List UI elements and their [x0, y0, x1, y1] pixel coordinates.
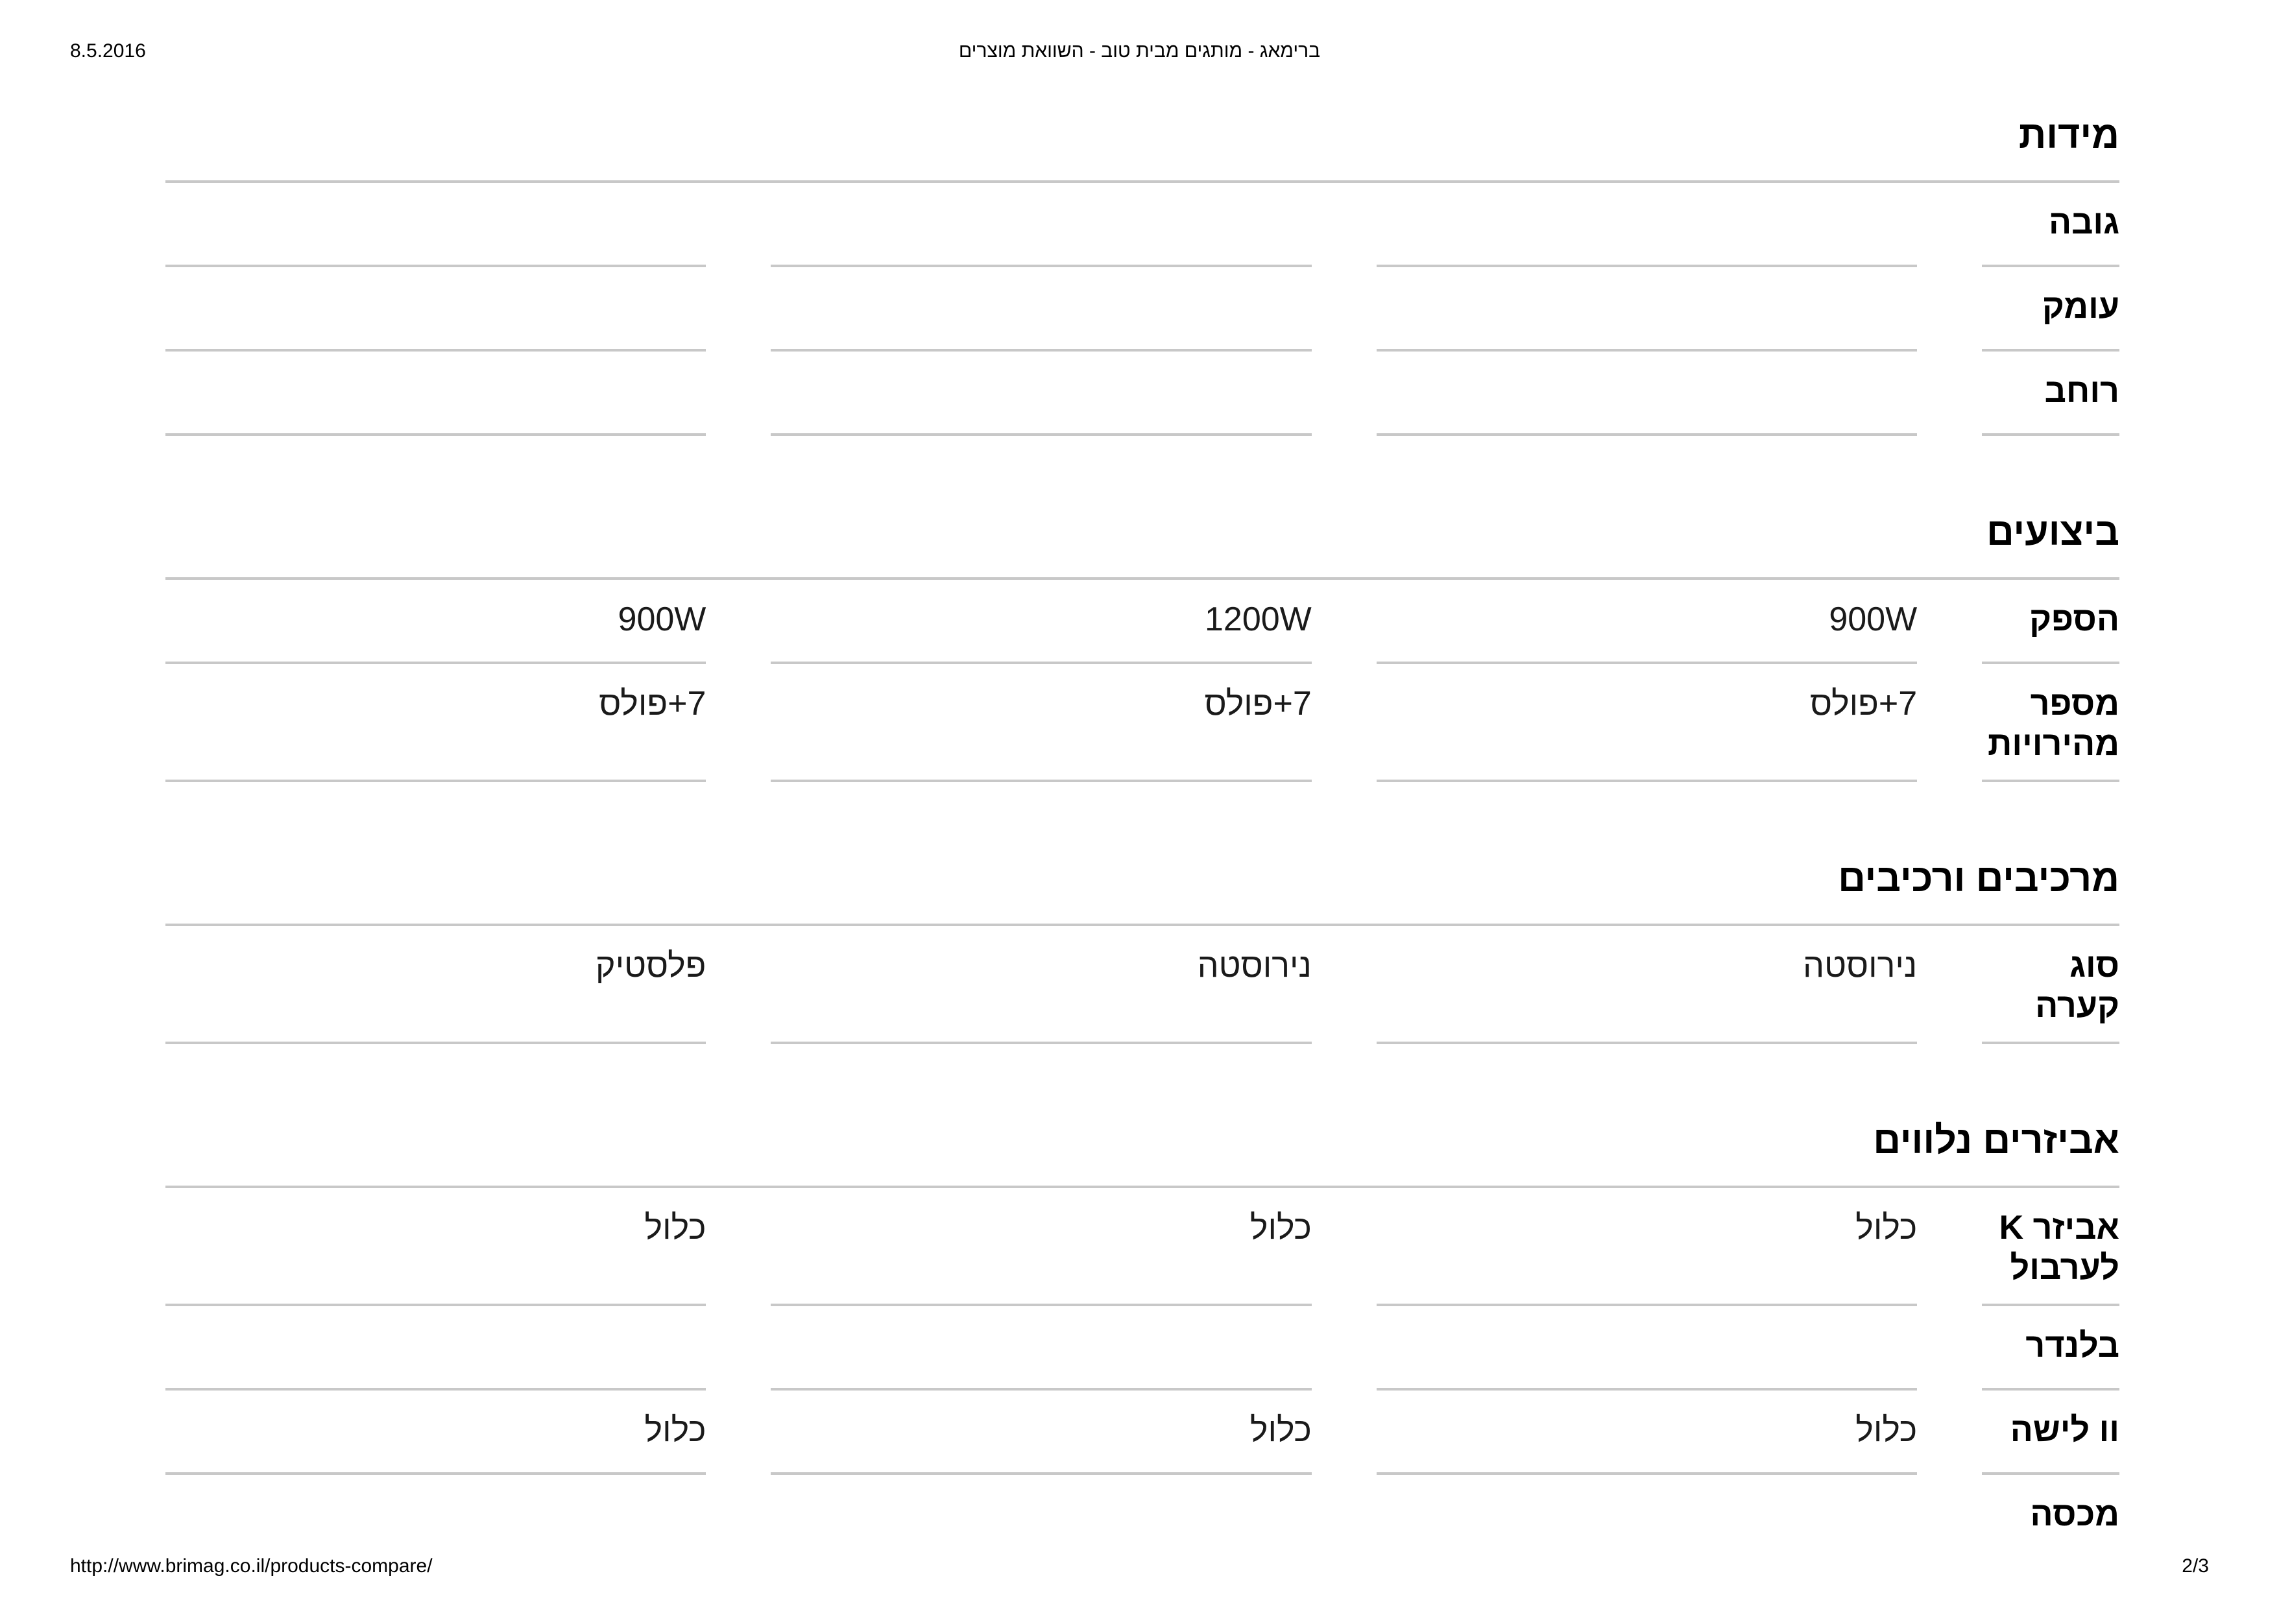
spec-row-depth — [165, 267, 2119, 352]
spec-label: בלנדר — [1982, 1306, 2119, 1391]
product-1-value — [1377, 183, 1917, 267]
product-3-value — [165, 1306, 706, 1391]
spec-row-speeds — [165, 664, 2119, 782]
product-2-value: נירוסטה — [771, 926, 1311, 1044]
page-url: http://www.brimag.co.il/products-compare/ — [70, 1555, 433, 1577]
product-1-value — [1377, 267, 1917, 352]
section-title: מידות — [2018, 113, 2119, 156]
product-3-value: פלסטיק — [165, 926, 706, 1044]
product-2-value: 1200W — [771, 580, 1311, 664]
spec-row-k-beater — [165, 1188, 2119, 1306]
product-2-value — [771, 1306, 1311, 1391]
product-1-value: כלול — [1377, 1188, 1917, 1306]
product-1-value — [1377, 352, 1917, 436]
spec-label: אביזר K לערבול — [1982, 1188, 2119, 1306]
print-date: 8.5.2016 — [70, 40, 146, 62]
spec-label: גובה — [1982, 183, 2119, 267]
spec-label: וו לישה — [1982, 1391, 2119, 1475]
section-performance — [165, 501, 2119, 782]
product-3-value — [165, 352, 706, 436]
compare-table — [165, 104, 2119, 1624]
product-1-value — [1377, 1306, 1917, 1391]
spec-row-bowl-type — [165, 926, 2119, 1044]
spec-label: הספק — [1982, 580, 2119, 664]
section-accessories — [165, 1109, 2119, 1559]
spec-row-lid — [165, 1475, 2119, 1559]
product-2-value — [771, 352, 1311, 436]
product-2-value: כלול — [771, 1188, 1311, 1306]
spec-row-power — [165, 580, 2119, 664]
page-title: ברימאג - מותגים מבית טוב - השוואת מוצרים — [958, 40, 1321, 62]
spec-row-blender — [165, 1306, 2119, 1391]
spec-label: עומק — [1982, 267, 2119, 352]
product-1-value: נירוסטה — [1377, 926, 1917, 1044]
spec-label: רוחב — [1982, 352, 2119, 436]
spec-row-dough-hook — [165, 1391, 2119, 1475]
product-2-value — [771, 183, 1311, 267]
page-number: 2/3 — [2182, 1555, 2209, 1577]
spec-label: מכסה — [2030, 1496, 2119, 1533]
section-components — [165, 847, 2119, 1044]
product-3-value — [165, 183, 706, 267]
product-1-value: 900W — [1377, 580, 1917, 664]
product-1-value: 7+פולס — [1377, 664, 1917, 782]
section-title: ביצועים — [1986, 510, 2119, 553]
product-3-value: כלול — [165, 1188, 706, 1306]
product-2-value: כלול — [771, 1391, 1311, 1475]
section-dimensions — [165, 104, 2119, 436]
product-2-value — [771, 267, 1311, 352]
product-3-value: 7+פולס — [165, 664, 706, 782]
spec-label: מספר מהירויות — [1982, 664, 2119, 782]
product-3-value: 900W — [165, 580, 706, 664]
section-title: אביזרים נלווים — [1873, 1119, 2119, 1162]
spec-label: סוג קערה — [1982, 926, 2119, 1044]
spec-row-height — [165, 183, 2119, 267]
product-3-value — [165, 267, 706, 352]
product-1-value: כלול — [1377, 1391, 1917, 1475]
product-3-value: כלול — [165, 1391, 706, 1475]
section-title: מרכיבים ורכיבים — [1838, 857, 2119, 900]
product-2-value: 7+פולס — [771, 664, 1311, 782]
spec-row-width — [165, 352, 2119, 436]
